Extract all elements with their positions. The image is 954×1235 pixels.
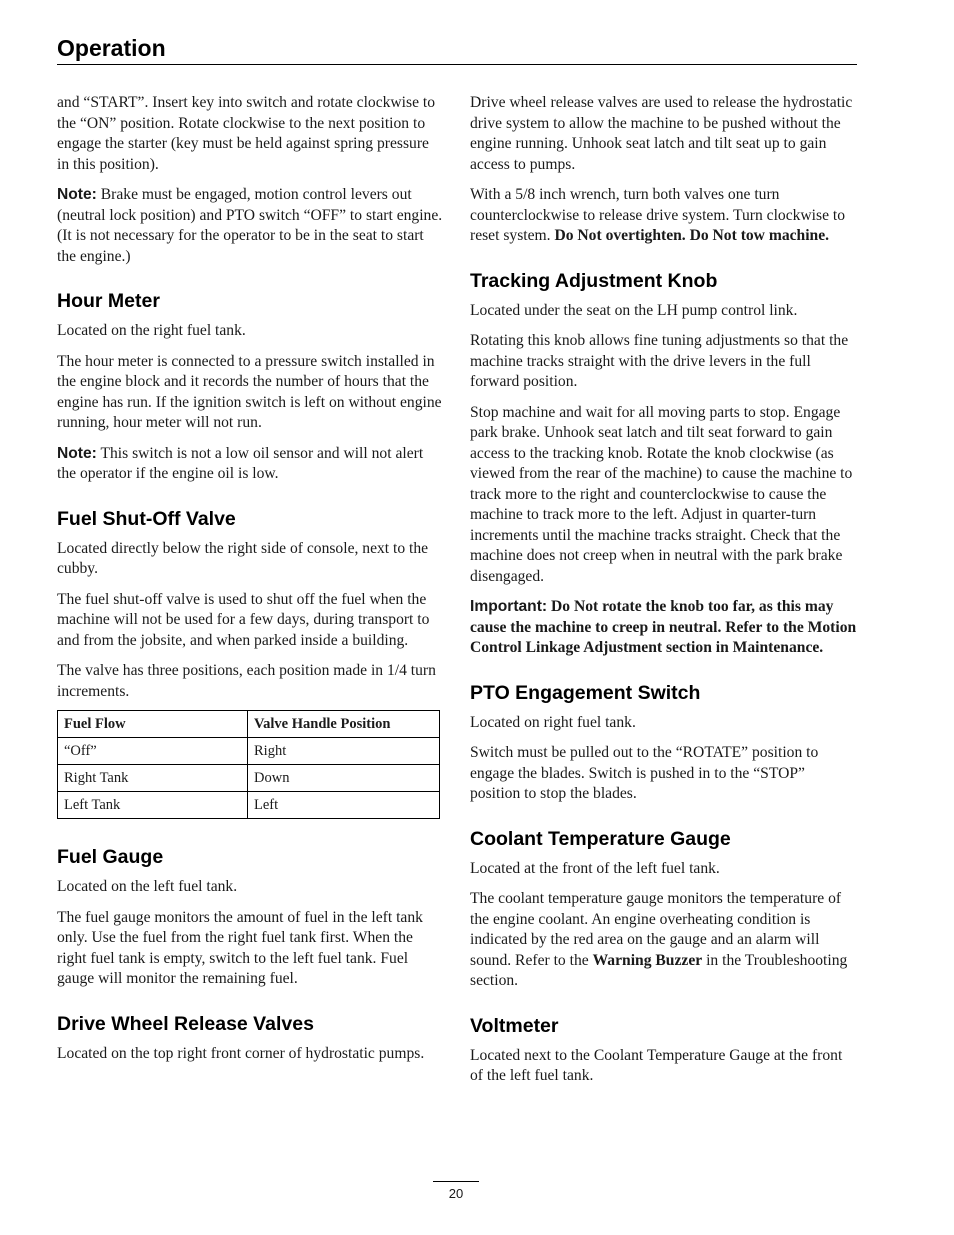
note-label: Note: [57, 186, 97, 203]
tracking-procedure: Stop machine and wait for all moving parts to stop. Engage park brake. Unhook seat latch and tilt seat forward to gain access to the tracking knob. Rotate the knob clockwise (as viewed from the rear of the machine) to cause the machine to track more to the right and counterclockwise to cause the machine to track more to the left. Adjust in quarter-turn increments until the machine tracks straight. Check that the machine does not creep when in neutral with the park brake disengaged. [470, 403, 853, 585]
tracking-heading: Tracking Adjustment Knob [470, 269, 718, 292]
hour-meter-location: Located on the right fuel tank. [57, 322, 246, 339]
drive-wheel-instructions-text: With a 5/8 inch wrench, turn both valves one turn counterclockwise to release drive system. Turn clockwise to reset system. [470, 186, 846, 244]
fuel-shutoff-location: Located directly below the right side of console, next to the cubby. [57, 539, 429, 577]
table-header-cell: Fuel Flow [58, 711, 248, 738]
fuel-gauge-heading: Fuel Gauge [57, 846, 164, 868]
table-cell: Left [248, 792, 440, 819]
table-cell: Right Tank [58, 765, 248, 792]
coolant-heading: Coolant Temperature Gauge [470, 827, 731, 850]
fuel-valve-table [57, 710, 440, 819]
note-label: Note: [57, 444, 97, 462]
table-header-cell: Valve Handle Position [248, 711, 440, 738]
drive-wheel-warning: Do Not overtighten. Do Not tow machine. [554, 227, 830, 244]
warning-buzzer-ref: Warning Buzzer [592, 951, 703, 969]
fuel-shutoff-heading: Fuel Shut-Off Valve [57, 507, 236, 530]
tracking-important [470, 597, 858, 659]
important-text: Do Not rotate the knob too far, as this may cause the machine to creep in neutral. Refer to the Motion Control Linkage Adjustment section in Maintenance. [470, 598, 857, 656]
table-cell: Down [248, 765, 440, 792]
voltmeter-location: Located next to the Coolant Temperature Gauge at the front of the left fuel tank. [470, 1046, 843, 1084]
table-cell: Left Tank [58, 792, 248, 819]
hour-meter-heading: Hour Meter [57, 290, 160, 312]
tracking-location: Located under the seat on the LH pump control link. [470, 301, 798, 319]
hour-meter-note [57, 444, 444, 485]
pto-description: Switch must be pulled out to the “ROTATE” position to engage the blades. Switch is pushed in to the “STOP” position to stop the blades. [470, 744, 819, 802]
note-paragraph [57, 185, 444, 267]
page-number: 20 [433, 1181, 479, 1201]
coolant-description-end: in the Troubleshooting section. [470, 951, 848, 989]
drive-wheel-description: Drive wheel release valves are used to release the hydrostatic drive system to allow the machine to be pushed without the engine running. Unhook seat latch and tilt seat up to gain access to pumps. [470, 94, 853, 173]
page-title: Operation [57, 35, 166, 61]
note-text: This switch is not a low oil sensor and will not alert the operator if the engine oil is low. [57, 444, 424, 482]
table-cell: “Off” [58, 738, 248, 765]
page-header [57, 34, 857, 65]
table-cell: Right [248, 738, 440, 765]
coolant-location: Located at the front of the left fuel tank. [470, 859, 720, 877]
note-text: Brake must be engaged, motion control levers out (neutral lock position) and PTO switch “OFF” to start engine. (It is not necessary for the operator to be in the seat to start the engine.) [57, 186, 443, 265]
drive-wheel-location: Located on the top right front corner of hydrostatic pumps. [57, 1044, 425, 1062]
fuel-shutoff-positions: The valve has three positions, each position made in 1/4 turn increments. [57, 662, 436, 700]
drive-wheel-instructions [470, 185, 858, 247]
fuel-gauge-description: The fuel gauge monitors the amount of fuel in the left tank only. Use the fuel from the right fuel tank first. When the right fuel tank is empty, switch to the left fuel tank. Fuel gauge will monitor the remaining fuel. [57, 908, 423, 987]
voltmeter-heading: Voltmeter [470, 1014, 559, 1037]
pto-location: Located on right fuel tank. [470, 713, 636, 731]
table-header-row [58, 711, 440, 738]
important-label: Important: [470, 598, 548, 615]
table-row [58, 738, 440, 765]
fuel-shutoff-description: The fuel shut-off valve is used to shut off the fuel when the machine will not be used for a few days, during transport to and from the jobsite, and when parked inside a building. [57, 590, 430, 649]
table-row [58, 792, 440, 819]
tracking-purpose: Rotating this knob allows fine tuning adjustments so that the machine tracks straight with the drive levers in the full forward position. [470, 332, 849, 390]
hour-meter-description: The hour meter is connected to a pressure switch installed in the engine block and it records the number of hours that the engine has run. If the ignition switch is left on without engine running, hour meter will not run. [57, 352, 442, 431]
fuel-gauge-location: Located on the left fuel tank. [57, 878, 238, 895]
coolant-description-text: The coolant temperature gauge monitors the temperature of the engine coolant. An engine overheating condition is indicated by the red area on the gauge and an alarm will sound. Refer to the [470, 890, 842, 969]
intro-paragraph: and “START”. Insert key into switch and rotate clockwise to the “ON” position. Rotate clockwise to the next position to engage the starter (key must be held against spring pressure in this position). [57, 94, 436, 173]
left-column [57, 93, 444, 1074]
table-row [58, 765, 440, 792]
coolant-description [470, 889, 858, 992]
pto-heading: PTO Engagement Switch [470, 681, 701, 704]
drive-wheel-heading: Drive Wheel Release Valves [57, 1012, 314, 1035]
right-column [470, 93, 858, 1097]
